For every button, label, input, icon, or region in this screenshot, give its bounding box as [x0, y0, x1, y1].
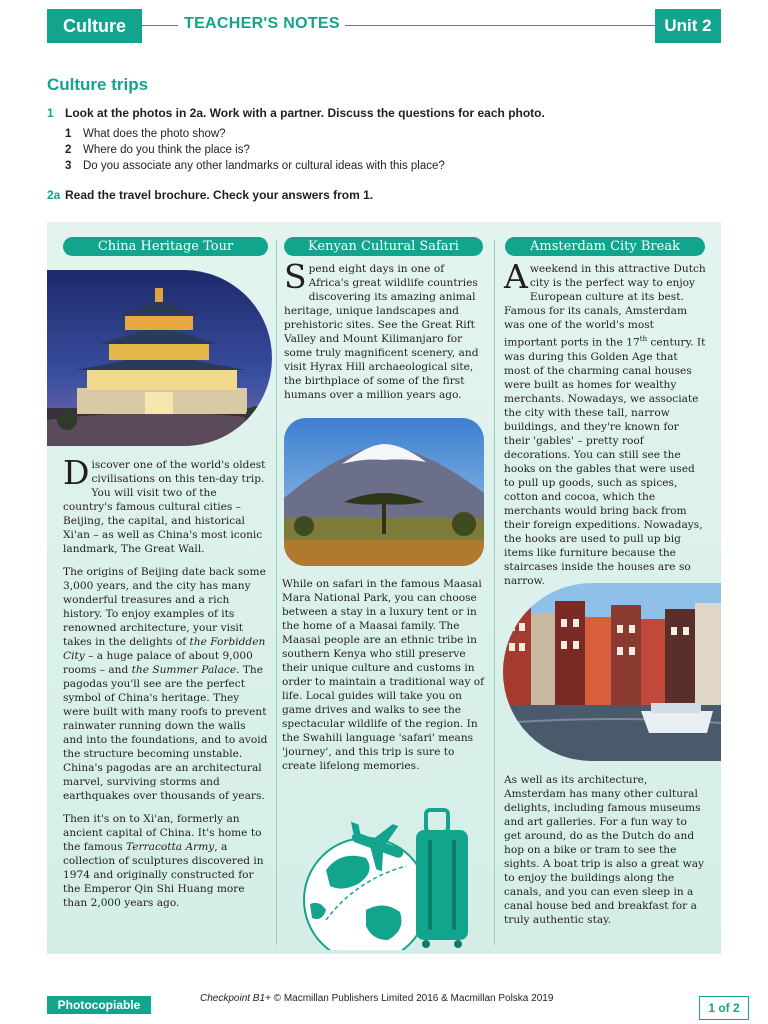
kenya-body-text-2 [282, 577, 485, 782]
question-item [65, 126, 445, 142]
travel-illustration [296, 800, 486, 950]
amsterdam-paragraph-2: As well as its architecture, Amsterdam has many other cultural delights, including famous museums and art galleries. For a fun way to get around, do as the Dutch do and hop on a bike or tram to see the sights. A boat trip is also a great way to enjoy the buildings along the canals, and you can even sleep in a canal house bed and breakfast for a truly authentic stay. [504, 774, 705, 926]
copyright-line [200, 993, 553, 1004]
question-number: 2 [65, 144, 72, 156]
text-run: , a collection of sculptures discovered in 1974 and originally constructed for the Emperor Qin Shi Huang more than 2,000 years ago. [63, 841, 264, 909]
header-rule-right [345, 25, 655, 26]
question-text: Do you associate any other landmarks or cultural ideas with this place? [83, 160, 445, 172]
kilimanjaro-photo [284, 418, 484, 566]
amsterdam-body-text-1 [504, 257, 706, 597]
unit-tag: Unit 2 [655, 9, 721, 43]
culture-tag: Culture [47, 9, 142, 43]
amsterdam-heading: Amsterdam City Break [505, 237, 705, 256]
task-2a-number: 2a [47, 188, 61, 202]
kenya-paragraph-1 [284, 257, 487, 402]
kenya-paragraph-1-text: pend eight days in one of Africa's great wildlife countries discovering its amazing animal heritage, unique landscapes and prehistoric sites. See the Great Rift Valley and Mount Kilimanjaro for some truly magnificent scenery, and visit Hyrax Hill archaeological site, the birthplace of some of the first humans over a million years ago. [284, 263, 479, 401]
photocopiable-tag: Photocopiable [47, 996, 151, 1014]
amsterdam-paragraph-1 [504, 257, 706, 588]
question-list [65, 126, 445, 174]
task-2a-instruction: Read the travel brochure. Check your answers from 1. [65, 188, 374, 202]
china-dropcap: D [63, 453, 90, 492]
amsterdam-canal-photo [503, 583, 721, 761]
copyright-text: © Macmillan Publishers Limited 2016 & Macmillan Polska 2019 [270, 993, 554, 1004]
question-text: What does the photo show? [83, 128, 226, 140]
text-run: – a huge palace of about 9,000 rooms – and [63, 650, 253, 676]
page-number: 1 of 2 [699, 996, 749, 1020]
task-2a [47, 188, 373, 202]
china-body-text [63, 453, 268, 919]
kenya-body-text-1 [284, 257, 487, 411]
china-paragraph-1-text: iscover one of the world's oldest civilisations on this ten-day trip. You will visit two of the country's famous cultural cities – Beijing, the capital, and historical Xi'an – as well as China's most iconic landmark, The Great Wall. [63, 459, 266, 555]
task-1-instruction: Look at the photos in 2a. Work with a partner. Discuss the questions for each photo. [65, 106, 545, 120]
question-text: Where do you think the place is? [83, 144, 250, 156]
task-1 [47, 106, 545, 120]
italic-run: the Summer Palace [131, 664, 237, 676]
text-run: weekend in this attractive Dutch city is the perfect way to enjoy European culture at its best. Famous for its canals, Amsterdam was one of the world's most important ports in the 17 [504, 263, 706, 349]
italic-run: Terracotta Army [126, 841, 215, 853]
china-paragraph-2 [63, 565, 268, 803]
text-run: . The pagodas you'll see are the perfect symbol of China's heritage. They were built with many roofs to prevent rainwater running down the walls and into the foundations, and to avoid the structure becoming unstable. China's pagodas are an architectural marvel, surviving storms and earthquakes over thousands of years. [63, 664, 268, 802]
kenya-heading: Kenyan Cultural Safari [284, 237, 483, 256]
book-title: Checkpoint B1+ [200, 993, 271, 1004]
amsterdam-dropcap: A [504, 257, 528, 296]
column-divider [494, 240, 495, 945]
column-divider [276, 240, 277, 945]
text-run: The origins of Beijing date back some 3,000 years, and the city has many wonderful treasures and a rich history. To enjoy examples of its renowned architecture, your visit takes in the delights of [63, 566, 266, 648]
text-run: Then it's on to Xi'an, formerly an ancient capital of China. It's home to the famous [63, 813, 262, 853]
china-heading: China Heritage Tour [63, 237, 268, 256]
italic-run: the Forbidden City [63, 636, 266, 662]
question-number: 1 [65, 128, 72, 140]
china-paragraph-1 [63, 453, 268, 556]
superscript: th [639, 335, 648, 343]
question-item [65, 158, 445, 174]
question-number: 3 [65, 160, 72, 172]
china-pagoda-photo [47, 270, 272, 446]
kenya-paragraph-2: While on safari in the famous Maasai Mara National Park, you can choose between a stay in a luxury tent or in the home of a Maasai family. The Maasai people are an ethnic tribe in southern Kenya who still preserve their unique culture and customs in order to maintain a traditional way of life. Local guides will take you on game drives and walks to see the spectacular wildlife of the region. In the Swahili language 'safari' means 'journey', and this trip is sure to create lifelong memories. [282, 578, 485, 772]
amsterdam-body-text-2 [504, 773, 706, 936]
task-1-number: 1 [47, 106, 54, 120]
header-rule-left [142, 25, 178, 26]
section-title: Culture trips [47, 75, 149, 94]
china-paragraph-3 [63, 812, 268, 910]
teachers-notes-heading: TEACHER'S NOTES [184, 15, 340, 32]
kenya-dropcap: S [284, 257, 307, 296]
text-run: century. It was during this Golden Age that most of the charming canal houses were built as homes for wealthy merchants. Nowadays, we associate the city with these tall, narrow buildings, and they're known for their 'gables' – pretty roof decorations. You can still see the hooks on the gables that were used to pull up goods, such as spices, cotton and cocoa, which the merchants would bring back from their foreign expeditions. Nowadays, the hooks are used to pull up big items like furniture because the staircases inside the houses are so narrow. [504, 336, 706, 587]
question-item [65, 142, 445, 158]
